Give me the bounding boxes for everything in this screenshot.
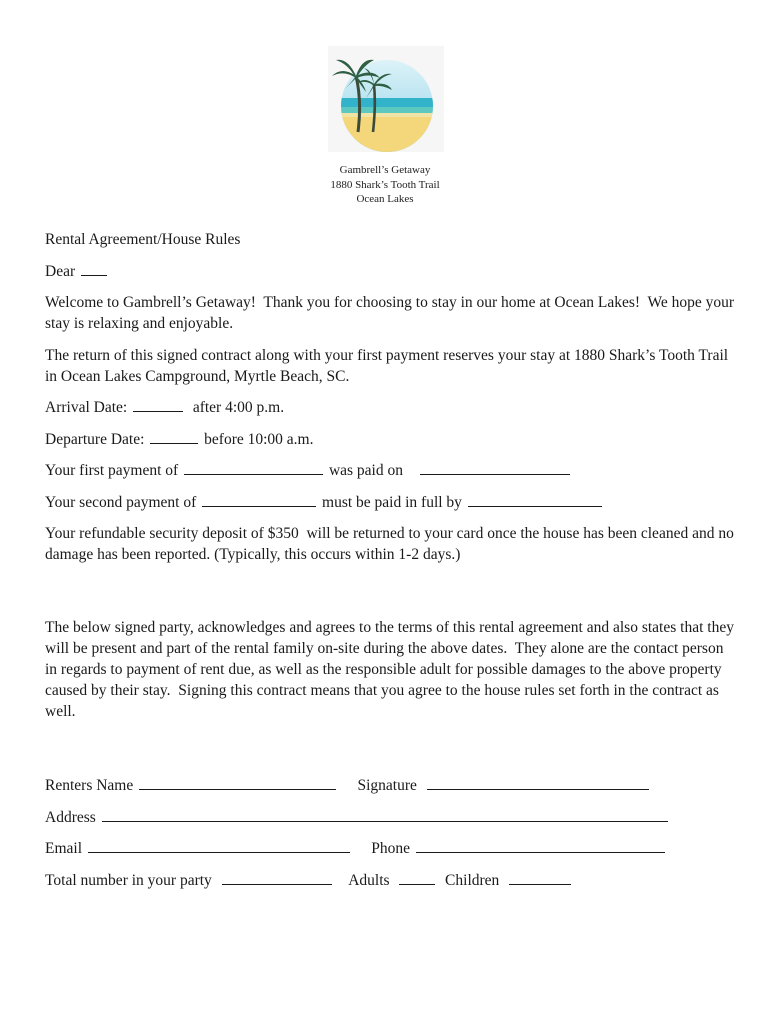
departure-line [45, 429, 735, 450]
party-total-field[interactable] [222, 870, 332, 885]
greeting-label: Dear [45, 262, 76, 280]
acknowledgement-paragraph: The below signed party, acknowledges and agrees to the terms of this rental agreement and also states that they will be present and part of the rental family on-site during the above dates. They alone are the contact person in regards to payment of rent due, as well as the responsible adult for possible damages to the above property caused by their stay. Signing this contract means that you agree to the house rules set forth in the contract as well. [45, 618, 738, 720]
departure-suffix: before 10:00 a.m. [204, 430, 314, 448]
property-address: 1880 Shark’s Tooth Trail [330, 178, 440, 191]
document-title: Rental Agreement/House Rules [45, 231, 241, 248]
return-paragraph: The return of this signed contract along with your first payment reserves your stay at 1880 Shark’s Tooth Trail in Ocean Lakes Campground, Myrtle Beach, SC. [45, 346, 732, 385]
renters-name-field[interactable] [139, 775, 336, 790]
departure-label: Departure Date: [45, 430, 145, 448]
first-payment-date-blank[interactable] [420, 460, 570, 475]
second-payment-amount-blank[interactable] [202, 492, 316, 507]
adults-label: Adults [348, 871, 390, 889]
address-line [45, 807, 735, 828]
phone-label: Phone [371, 840, 411, 857]
palm-beach-logo-icon [328, 46, 444, 152]
letterhead [0, 163, 770, 207]
second-payment-date-blank[interactable] [468, 492, 602, 507]
property-name: Gambrell’s Getaway [339, 164, 431, 176]
second-payment-line [45, 492, 735, 513]
email-phone-line [45, 838, 735, 859]
email-label: Email [45, 840, 83, 857]
signature-label: Signature [357, 777, 417, 794]
address-field[interactable] [102, 807, 668, 822]
adults-field[interactable] [399, 870, 435, 885]
renter-signature-line [45, 775, 735, 796]
first-payment-line [45, 460, 735, 481]
property-area: Ocean Lakes [356, 193, 414, 205]
children-field[interactable] [509, 870, 571, 885]
second-payment-label: Your second payment of [45, 493, 197, 511]
phone-field[interactable] [416, 838, 665, 853]
arrival-line [45, 397, 735, 418]
greeting-line [45, 261, 735, 282]
arrival-date-blank[interactable] [133, 397, 183, 412]
first-payment-mid: was paid on [328, 462, 403, 479]
email-field[interactable] [88, 838, 350, 853]
children-label: Children [445, 871, 500, 889]
party-size-line [45, 870, 735, 891]
agreement-body [45, 229, 738, 901]
first-payment-label: Your first payment of [45, 462, 179, 479]
departure-date-blank[interactable] [150, 429, 198, 444]
arrival-suffix: after 4:00 p.m. [192, 399, 285, 416]
signature-field[interactable] [427, 775, 649, 790]
party-label: Total number in your party [45, 871, 212, 889]
greeting-name-blank[interactable] [81, 261, 107, 276]
second-payment-mid: must be paid in full by [322, 493, 462, 511]
address-label: Address [45, 808, 96, 826]
welcome-paragraph: Welcome to Gambrell’s Getaway! Thank you for choosing to stay in our home at Ocean Lakes! We hope your stay is relaxing and enjoyable. [45, 294, 738, 332]
first-payment-amount-blank[interactable] [184, 460, 323, 475]
deposit-paragraph: Your refundable security deposit of $350 will be returned to your card once the house has been cleaned and no damage has been reported. (Typically, this occurs within 1-2 days.) [45, 525, 738, 563]
arrival-label: Arrival Date: [45, 399, 128, 416]
renters-name-label: Renters Name [45, 777, 134, 794]
